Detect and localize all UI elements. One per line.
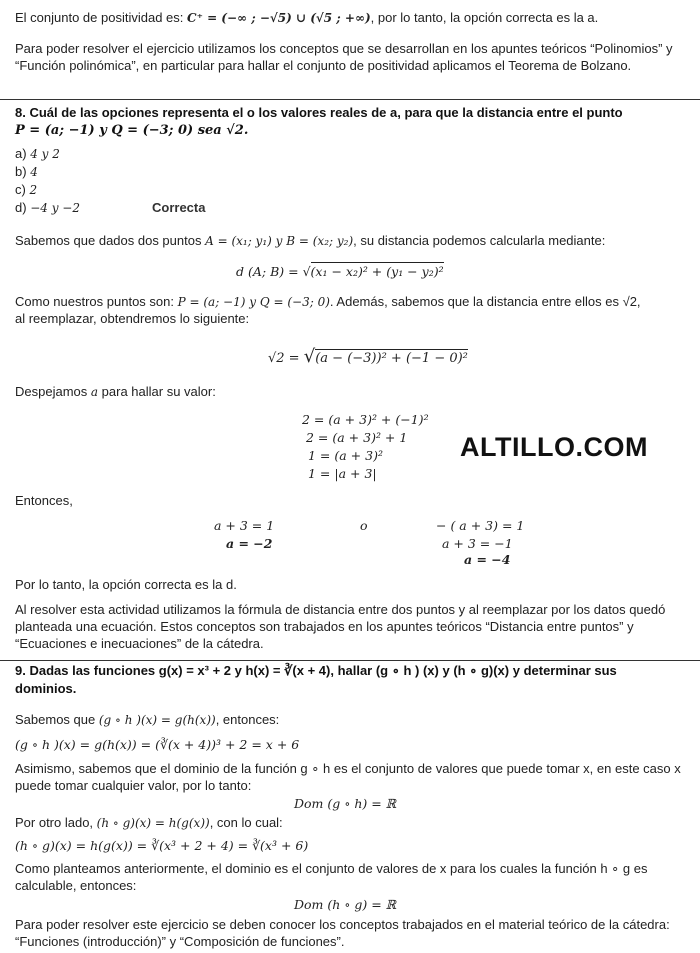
inline-math: A = (x₁; y₁) y B = (x₂; y₂): [205, 234, 354, 248]
correct-marker: Correcta: [152, 200, 206, 215]
question-8-title-line2: P = (a; −1) y Q = (−3; 0) sea √2.: [15, 123, 249, 138]
equation-radicand: (a − (−3))² + (−1 − 0)²: [315, 351, 468, 366]
text: . Además, sabemos que la distancia entre ellos es √2,: [329, 294, 641, 309]
inline-math: (g ∘ h )(x) = g(h(x)): [98, 713, 216, 727]
text: Despejamos: [15, 384, 88, 399]
step-4: 1 = |a + 3|: [308, 466, 377, 481]
inline-math: P = (a; −1) y Q = (−3; 0): [177, 295, 330, 309]
divider: [0, 99, 700, 100]
watermark-logo: ALTILLO.COM: [460, 432, 648, 462]
option-label: d): [15, 200, 27, 215]
step-3: 1 = (a + 3)²: [308, 448, 383, 463]
or-word: o: [360, 518, 368, 533]
entonces-label: Entonces,: [15, 493, 73, 508]
distance-equation: [268, 346, 468, 367]
gh-domain-text: Asimismo, sabemos que el dominio de la función g ∘ h es el conjunto de valores que puede tomar x, en este caso x puede tomar cualquier valor, por lo tanto:: [15, 761, 681, 793]
text: , entonces:: [215, 712, 280, 727]
option-value: 4 y 2: [30, 147, 60, 161]
despejamos-line: [15, 384, 216, 400]
q8-conclusion: Por lo tanto, la opción correcta es la d.: [15, 577, 237, 592]
case1-line1: a + 3 = 1: [214, 518, 275, 533]
gh-composition: (g ∘ h )(x) = g(h(x)) = (∛(x + 4))³ + 2 = x + 6: [15, 737, 300, 752]
positivity-set: C⁺ = (−∞ ; −√5) ∪ (√5 ; +∞): [187, 11, 371, 25]
question-9-title-line1: 9. Dadas las funciones g(x) = x³ + 2 y h(x) = ∛(x + 4), hallar (g ∘ h ) (x) y (h ∘ g)(x) y determinar sus: [15, 663, 617, 678]
option-value: −4 y −2: [30, 201, 80, 215]
question-9-title-line2: dominios.: [15, 681, 77, 696]
sqrt-symbol: √: [302, 264, 311, 279]
hg-domain-text: Como planteamos anteriormente, el dominio es el conjunto de valores de x para los cuales la función h ∘ g es calculable, entonces:: [15, 861, 648, 893]
option-label: b): [15, 164, 27, 179]
formula-radicand: (x₁ − x₂)² + (y₁ − y₂)²: [310, 264, 444, 279]
points-line: [15, 294, 641, 310]
text: Sabemos que: [15, 712, 96, 727]
text: Sabemos que dados dos puntos: [15, 233, 202, 248]
option-d: [15, 200, 80, 216]
formula-lhs: d (A; B) =: [236, 264, 299, 279]
hg-intro: [15, 815, 283, 831]
question-9-title: [15, 662, 695, 698]
points-line-2: al reemplazar, obtendremos lo siguiente:: [15, 311, 250, 326]
case2-line2: a + 3 = −1: [442, 536, 513, 551]
option-b: [15, 164, 38, 180]
option-label: a): [15, 146, 27, 161]
step-2: 2 = (a + 3)² + 1: [306, 430, 408, 445]
sqrt-symbol: √: [303, 346, 316, 367]
text: Por otro lado,: [15, 815, 94, 830]
case1-result: a = −2: [226, 536, 273, 551]
text: para hallar su valor:: [101, 384, 216, 399]
intro-explanation: Para poder resolver el ejercicio utilizamos los conceptos que se desarrollan en los apuntes teóricos “Polinomios” y “Función polinómica”, en particular para hallar el conjunto de positividad aplicamos el Teorema de Bolzano.: [15, 41, 673, 73]
hg-composition: (h ∘ g)(x) = h(g(x)) = ∛(x³ + 2 + 4) = ∛(x³ + 6): [15, 838, 309, 853]
option-value: 2: [29, 183, 38, 197]
distance-intro: [15, 233, 605, 249]
case2-line1: − ( a + 3) = 1: [436, 518, 525, 533]
option-value: 4: [30, 165, 38, 179]
variable: a: [90, 385, 99, 399]
gh-intro: [15, 712, 279, 728]
divider: [0, 660, 700, 661]
hg-domain: Dom (h ∘ g) = ℝ: [294, 897, 397, 912]
question-8-title-line1: 8. Cuál de las opciones representa el o los valores reales de a, para que la distancia entre el punto: [15, 105, 623, 120]
positivity-label: El conjunto de positividad es:: [15, 10, 184, 25]
inline-math: (h ∘ g)(x) = h(g(x)): [96, 816, 210, 830]
option-label: c): [15, 182, 26, 197]
positivity-line: [15, 10, 598, 26]
equation-lhs: √2 =: [268, 351, 300, 366]
case2-result: a = −4: [464, 552, 511, 567]
positivity-conclusion: , por lo tanto, la opción correcta es la a.: [370, 10, 599, 25]
q9-explanation: Para poder resolver este ejercicio se deben conocer los conceptos trabajados en el material teórico de la cátedra: “Funciones (introducción)” y “Composición de funciones”.: [15, 917, 670, 949]
q8-explanation: Al resolver esta actividad utilizamos la fórmula de distancia entre dos puntos y al reemplazar por los datos quedó planteada una ecuación. Estos conceptos son trabajados en los apuntes teóricos “Distancia entre puntos” y “Ecuaciones e inecuaciones” de la cátedra.: [15, 602, 666, 651]
question-8-title: [15, 104, 695, 140]
text: Como nuestros puntos son:: [15, 294, 174, 309]
option-a: [15, 146, 60, 162]
option-c: [15, 182, 37, 198]
text: , su distancia podemos calcularla mediante:: [353, 233, 606, 248]
gh-domain: Dom (g ∘ h) = ℝ: [294, 796, 397, 811]
step-1: 2 = (a + 3)² + (−1)²: [302, 412, 429, 427]
text: , con lo cual:: [209, 815, 283, 830]
distance-formula: [236, 264, 444, 279]
